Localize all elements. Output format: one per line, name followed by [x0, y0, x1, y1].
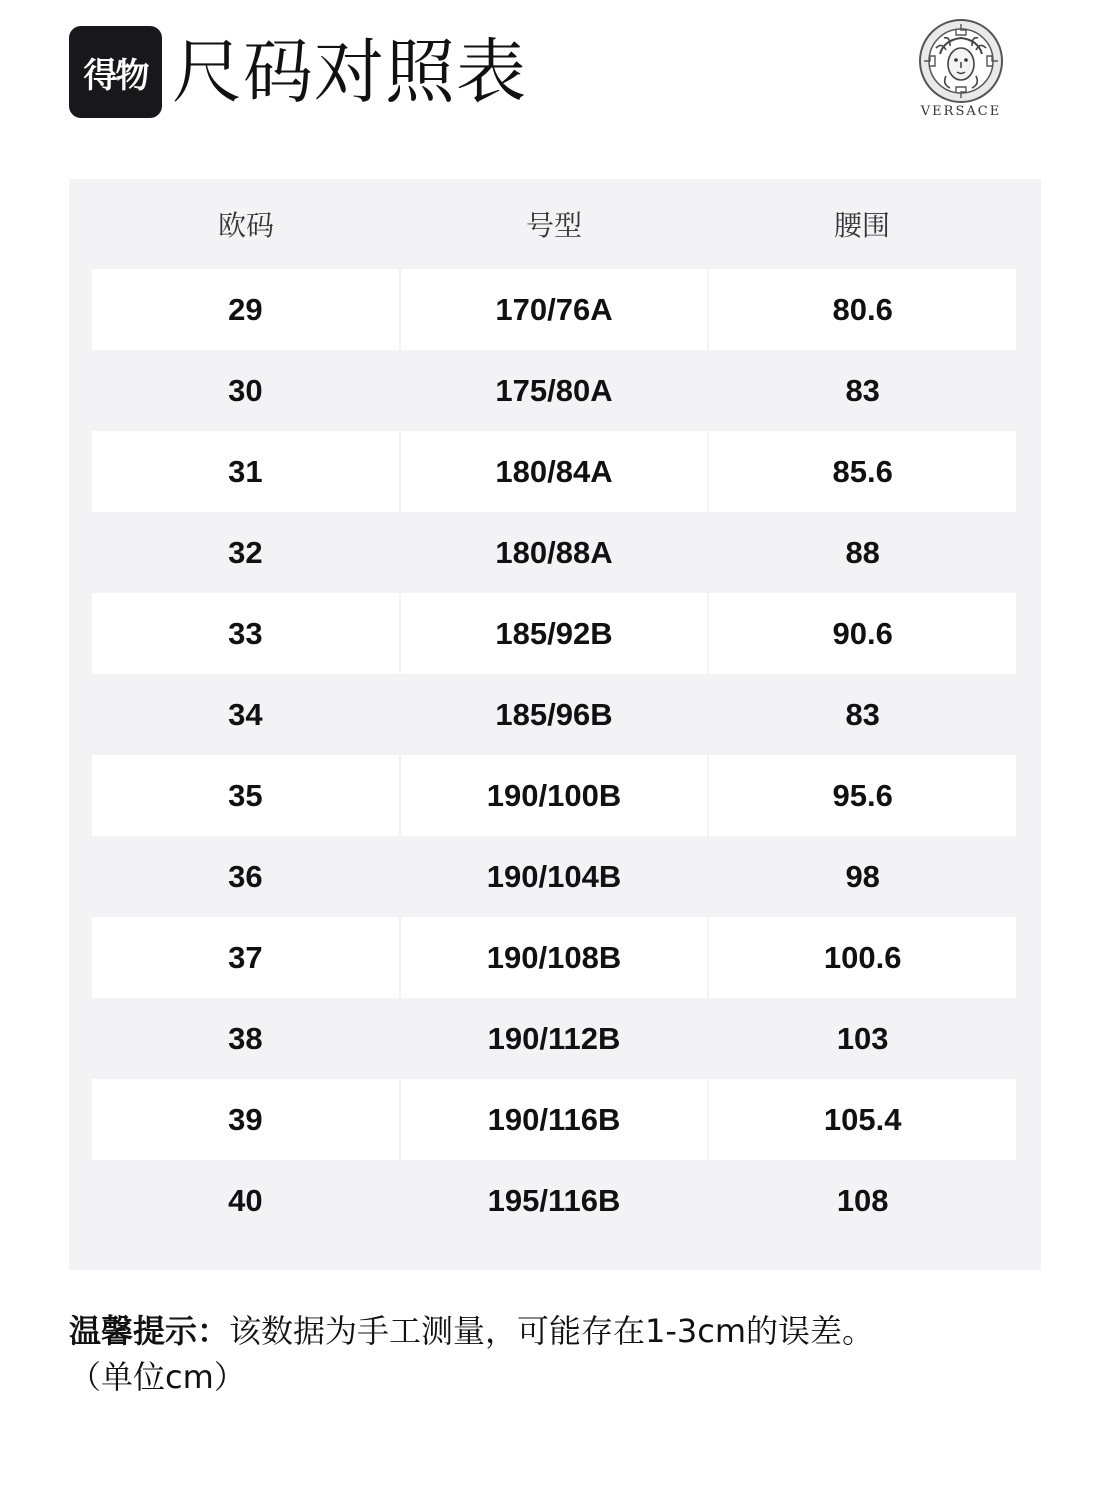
eu-size-cell: 33: [92, 593, 399, 674]
table-row: [92, 998, 1016, 1079]
table-header: [92, 179, 1016, 269]
eu-size-cell: 37: [92, 917, 399, 998]
waist-cell: 95.6: [709, 755, 1016, 836]
eu-size-cell: 36: [92, 836, 399, 917]
size-spec-cell: 190/100B: [401, 755, 708, 836]
size-spec-cell: 180/88A: [401, 512, 708, 593]
app-logo-badge: [69, 26, 162, 118]
header: [0, 0, 1113, 150]
table-row: [92, 836, 1016, 917]
size-spec-cell: 185/92B: [401, 593, 708, 674]
column-header-waist: 腰围: [833, 209, 890, 242]
waist-cell: 100.6: [709, 917, 1016, 998]
measurement-note: [69, 1308, 1049, 1400]
table-row: [92, 512, 1016, 593]
table-row: [92, 1160, 1016, 1241]
waist-cell: 83: [709, 350, 1016, 431]
brand-logo: [913, 18, 1009, 128]
eu-size-cell: 31: [92, 431, 399, 512]
app-logo-text: 得物: [83, 55, 148, 96]
waist-cell: 83: [709, 674, 1016, 755]
eu-size-cell: 38: [92, 998, 399, 1079]
brand-logo-text: VERSACE: [920, 104, 1002, 119]
table-row: [92, 269, 1016, 350]
table-row: [92, 674, 1016, 755]
column-header-size-spec: 号型: [525, 209, 582, 242]
waist-cell: 98: [709, 836, 1016, 917]
table-row: [92, 350, 1016, 431]
eu-size-cell: 40: [92, 1160, 399, 1241]
note-text: 该数据为手工测量，可能存在1-3cm的误差。: [229, 1312, 875, 1350]
table-body: [92, 269, 1016, 1241]
eu-size-cell: 29: [92, 269, 399, 350]
waist-cell: 80.6: [709, 269, 1016, 350]
medusa-icon: [918, 18, 1004, 104]
waist-cell: 103: [709, 998, 1016, 1079]
eu-size-cell: 34: [92, 674, 399, 755]
waist-cell: 88: [709, 512, 1016, 593]
size-spec-cell: 180/84A: [401, 431, 708, 512]
table-row: [92, 593, 1016, 674]
note-unit: （单位cm）: [69, 1358, 246, 1396]
waist-cell: 105.4: [709, 1079, 1016, 1160]
size-spec-cell: 190/112B: [401, 998, 708, 1079]
size-spec-cell: 195/116B: [401, 1160, 708, 1241]
eu-size-cell: 39: [92, 1079, 399, 1160]
eu-size-cell: 35: [92, 755, 399, 836]
size-chart-table: [69, 179, 1041, 1270]
size-spec-cell: 170/76A: [401, 269, 708, 350]
eu-size-cell: 32: [92, 512, 399, 593]
size-spec-cell: 190/116B: [401, 1079, 708, 1160]
size-spec-cell: 190/108B: [401, 917, 708, 998]
table-row: [92, 431, 1016, 512]
table-row: [92, 755, 1016, 836]
page-title: 尺码对照表: [172, 31, 527, 113]
eu-size-cell: 30: [92, 350, 399, 431]
waist-cell: 90.6: [709, 593, 1016, 674]
waist-cell: 85.6: [709, 431, 1016, 512]
size-spec-cell: 190/104B: [401, 836, 708, 917]
table-row: [92, 1079, 1016, 1160]
column-header-eu-size: 欧码: [217, 209, 274, 242]
size-spec-cell: 185/96B: [401, 674, 708, 755]
waist-cell: 108: [709, 1160, 1016, 1241]
note-label: 温馨提示：: [69, 1312, 230, 1350]
size-spec-cell: 175/80A: [401, 350, 708, 431]
table-row: [92, 917, 1016, 998]
